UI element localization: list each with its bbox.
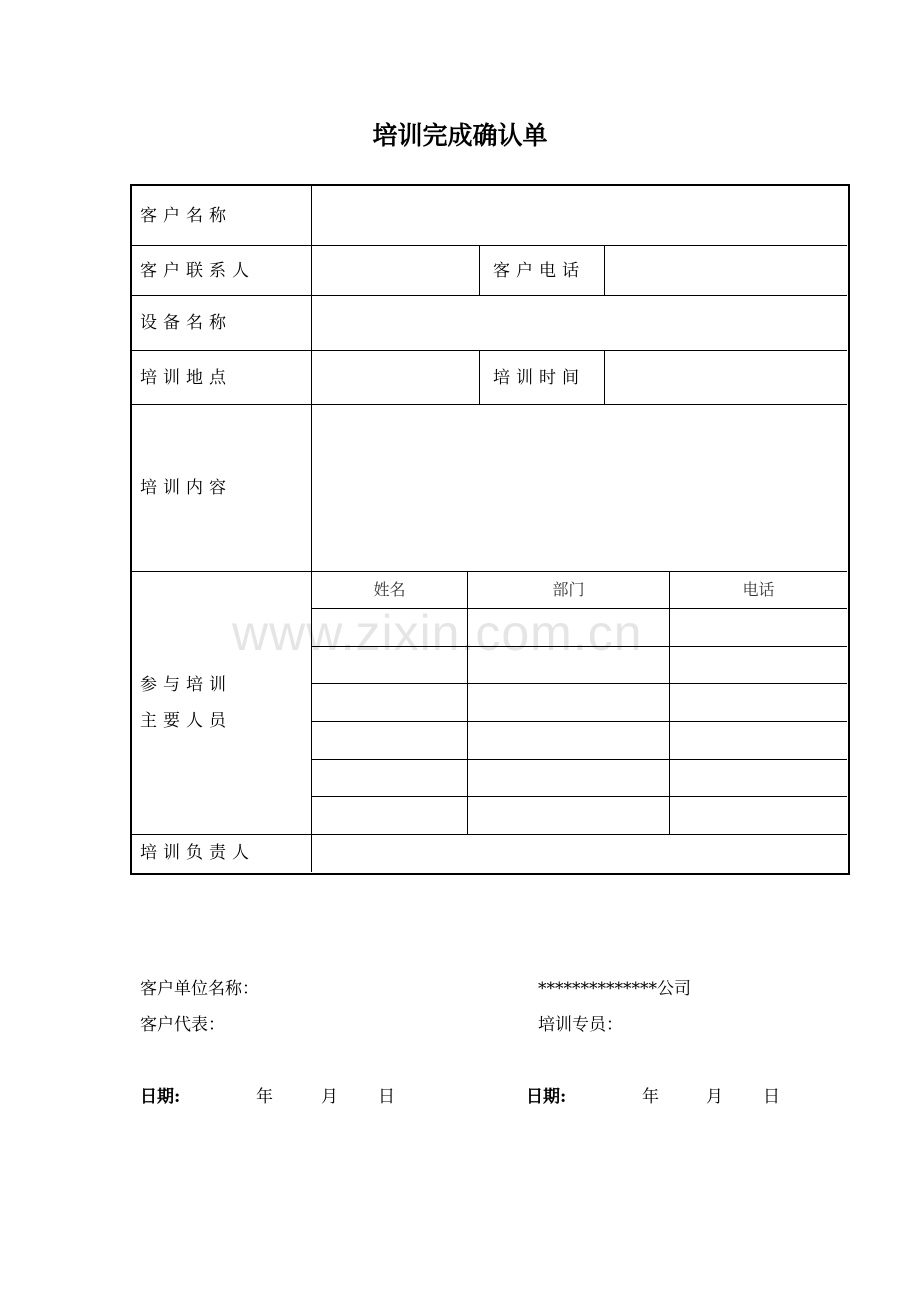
column-divider xyxy=(479,245,480,296)
watermark: www.zixin.com.cn xyxy=(232,605,643,661)
training-time-label: 培训时间 xyxy=(493,368,585,388)
participant-row-divider xyxy=(311,796,847,797)
month-left: 月 xyxy=(321,1087,338,1107)
month-right: 月 xyxy=(706,1087,723,1107)
date-label-right: 日期: xyxy=(526,1087,567,1107)
row-divider xyxy=(131,350,847,351)
column-divider xyxy=(604,245,605,296)
date-label-left: 日期: xyxy=(140,1087,181,1107)
training-location-label: 培训地点 xyxy=(140,368,232,388)
participant-row-divider xyxy=(311,759,847,760)
participants-label-line1: 参与培训 xyxy=(140,675,232,695)
year-right: 年 xyxy=(642,1087,659,1107)
confirmation-form-table xyxy=(130,184,850,875)
column-divider xyxy=(479,350,480,405)
header-name: 姓名 xyxy=(373,580,406,599)
trainer-label: 培训专员： xyxy=(538,1015,623,1035)
participant-row-divider xyxy=(311,721,847,722)
day-right: 日 xyxy=(763,1087,780,1107)
customer-unit-label: 客户单位名称： xyxy=(140,979,259,999)
day-left: 日 xyxy=(378,1087,395,1107)
header-phone: 电话 xyxy=(742,580,775,599)
company-value: **************公司 xyxy=(538,979,691,999)
page-title: 培训完成确认单 xyxy=(372,121,548,150)
row-divider xyxy=(131,571,847,572)
participant-row-divider xyxy=(311,683,847,684)
row-divider xyxy=(131,295,847,296)
training-lead-label: 培训负责人 xyxy=(140,843,255,863)
customer-contact-label: 客户联系人 xyxy=(140,261,255,281)
row-divider xyxy=(131,245,847,246)
participants-label-line2: 主要人员 xyxy=(140,711,232,731)
customer-phone-label: 客户电话 xyxy=(493,261,585,281)
column-divider xyxy=(604,350,605,405)
row-divider xyxy=(131,834,847,835)
row-divider xyxy=(131,404,847,405)
customer-name-label: 客户名称 xyxy=(140,206,232,226)
training-content-label: 培训内容 xyxy=(140,478,232,498)
device-name-label: 设备名称 xyxy=(140,313,232,333)
customer-rep-label: 客户代表： xyxy=(140,1015,225,1035)
column-divider xyxy=(669,571,670,835)
header-department: 部门 xyxy=(552,580,585,599)
column-divider xyxy=(311,185,312,872)
year-left: 年 xyxy=(256,1087,273,1107)
